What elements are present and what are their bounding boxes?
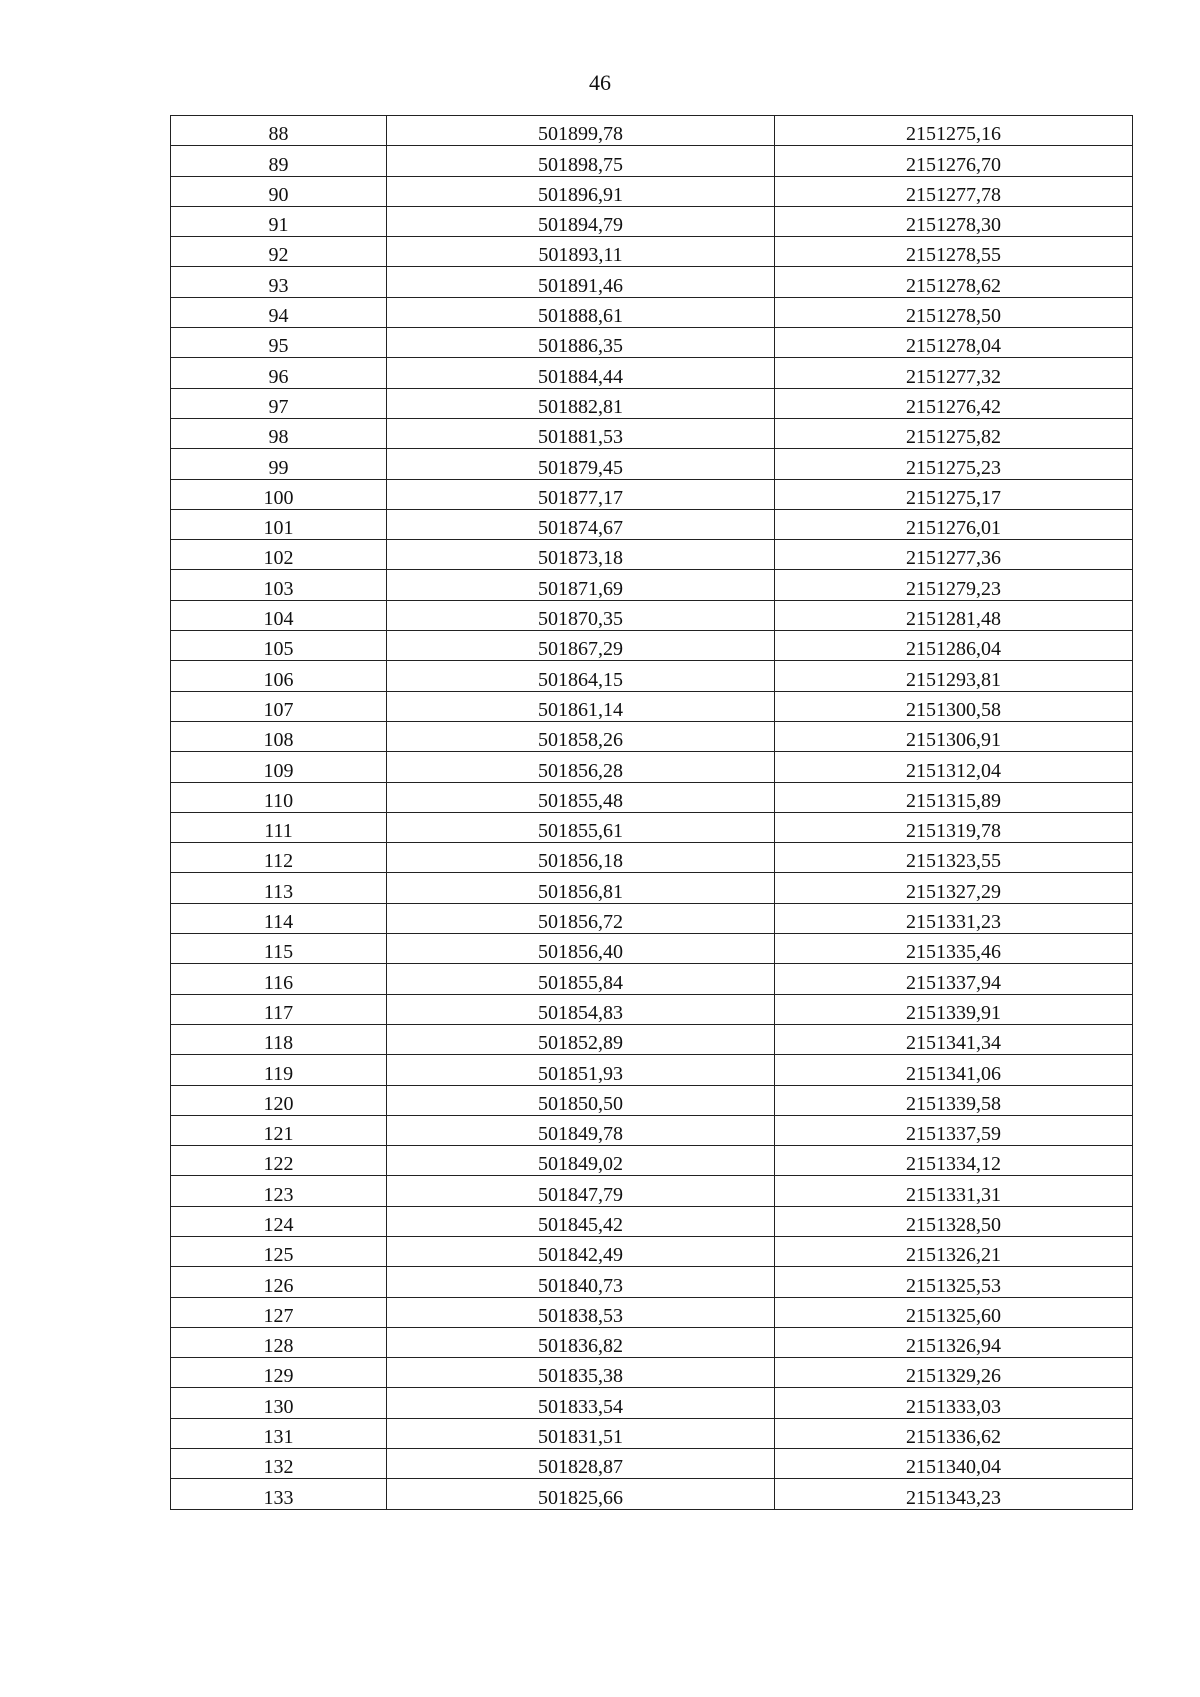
y-coordinate-cell: 2151328,50 <box>775 1206 1133 1236</box>
x-coordinate-cell: 501855,61 <box>387 812 775 842</box>
point-number-cell: 127 <box>171 1297 387 1327</box>
point-number-cell: 93 <box>171 267 387 297</box>
point-number-cell: 112 <box>171 843 387 873</box>
y-coordinate-cell: 2151293,81 <box>775 661 1133 691</box>
y-coordinate-cell: 2151325,60 <box>775 1297 1133 1327</box>
point-number-cell: 114 <box>171 903 387 933</box>
table-row <box>171 964 1133 994</box>
point-number-cell: 113 <box>171 873 387 903</box>
y-coordinate-cell: 2151339,58 <box>775 1085 1133 1115</box>
x-coordinate-cell: 501888,61 <box>387 297 775 327</box>
point-number-cell: 95 <box>171 328 387 358</box>
y-coordinate-cell: 2151329,26 <box>775 1358 1133 1388</box>
table-row <box>171 388 1133 418</box>
y-coordinate-cell: 2151326,21 <box>775 1236 1133 1266</box>
table-row <box>171 631 1133 661</box>
table-row <box>171 1206 1133 1236</box>
y-coordinate-cell: 2151325,53 <box>775 1267 1133 1297</box>
table-row <box>171 843 1133 873</box>
x-coordinate-cell: 501858,26 <box>387 721 775 751</box>
table-row <box>171 1449 1133 1479</box>
point-number-cell: 91 <box>171 206 387 236</box>
y-coordinate-cell: 2151323,55 <box>775 843 1133 873</box>
table-row <box>171 1479 1133 1509</box>
point-number-cell: 129 <box>171 1358 387 1388</box>
x-coordinate-cell: 501845,42 <box>387 1206 775 1236</box>
y-coordinate-cell: 2151275,82 <box>775 418 1133 448</box>
table-row <box>171 237 1133 267</box>
y-coordinate-cell: 2151340,04 <box>775 1449 1133 1479</box>
point-number-cell: 98 <box>171 418 387 448</box>
point-number-cell: 90 <box>171 176 387 206</box>
x-coordinate-cell: 501864,15 <box>387 661 775 691</box>
y-coordinate-cell: 2151335,46 <box>775 934 1133 964</box>
y-coordinate-cell: 2151327,29 <box>775 873 1133 903</box>
x-coordinate-cell: 501849,02 <box>387 1146 775 1176</box>
y-coordinate-cell: 2151300,58 <box>775 691 1133 721</box>
point-number-cell: 128 <box>171 1327 387 1357</box>
x-coordinate-cell: 501855,48 <box>387 782 775 812</box>
y-coordinate-cell: 2151286,04 <box>775 631 1133 661</box>
table-row <box>171 297 1133 327</box>
table-row <box>171 994 1133 1024</box>
table-row <box>171 903 1133 933</box>
table-row <box>171 934 1133 964</box>
x-coordinate-cell: 501894,79 <box>387 206 775 236</box>
table-row <box>171 1418 1133 1448</box>
x-coordinate-cell: 501877,17 <box>387 479 775 509</box>
table-row <box>171 479 1133 509</box>
point-number-cell: 89 <box>171 146 387 176</box>
table-row <box>171 1267 1133 1297</box>
x-coordinate-cell: 501884,44 <box>387 358 775 388</box>
point-number-cell: 94 <box>171 297 387 327</box>
y-coordinate-cell: 2151331,31 <box>775 1176 1133 1206</box>
table-row <box>171 358 1133 388</box>
table-row <box>171 1115 1133 1145</box>
table-row <box>171 1024 1133 1054</box>
point-number-cell: 123 <box>171 1176 387 1206</box>
table-row <box>171 1146 1133 1176</box>
point-number-cell: 132 <box>171 1449 387 1479</box>
y-coordinate-cell: 2151306,91 <box>775 721 1133 751</box>
y-coordinate-cell: 2151276,01 <box>775 509 1133 539</box>
x-coordinate-cell: 501851,93 <box>387 1055 775 1085</box>
y-coordinate-cell: 2151275,17 <box>775 479 1133 509</box>
table-row <box>171 146 1133 176</box>
table-row <box>171 328 1133 358</box>
x-coordinate-cell: 501899,78 <box>387 116 775 146</box>
x-coordinate-cell: 501861,14 <box>387 691 775 721</box>
x-coordinate-cell: 501833,54 <box>387 1388 775 1418</box>
x-coordinate-cell: 501855,84 <box>387 964 775 994</box>
x-coordinate-cell: 501856,28 <box>387 752 775 782</box>
x-coordinate-cell: 501838,53 <box>387 1297 775 1327</box>
table-row <box>171 570 1133 600</box>
y-coordinate-cell: 2151278,62 <box>775 267 1133 297</box>
point-number-cell: 130 <box>171 1388 387 1418</box>
y-coordinate-cell: 2151337,59 <box>775 1115 1133 1145</box>
y-coordinate-cell: 2151281,48 <box>775 600 1133 630</box>
point-number-cell: 108 <box>171 721 387 751</box>
point-number-cell: 109 <box>171 752 387 782</box>
point-number-cell: 131 <box>171 1418 387 1448</box>
x-coordinate-cell: 501856,81 <box>387 873 775 903</box>
x-coordinate-cell: 501835,38 <box>387 1358 775 1388</box>
table-row <box>171 1236 1133 1266</box>
y-coordinate-cell: 2151277,78 <box>775 176 1133 206</box>
point-number-cell: 99 <box>171 449 387 479</box>
y-coordinate-cell: 2151315,89 <box>775 782 1133 812</box>
x-coordinate-cell: 501867,29 <box>387 631 775 661</box>
x-coordinate-cell: 501870,35 <box>387 600 775 630</box>
point-number-cell: 125 <box>171 1236 387 1266</box>
x-coordinate-cell: 501850,50 <box>387 1085 775 1115</box>
table-row <box>171 267 1133 297</box>
x-coordinate-cell: 501856,18 <box>387 843 775 873</box>
x-coordinate-cell: 501836,82 <box>387 1327 775 1357</box>
x-coordinate-cell: 501828,87 <box>387 1449 775 1479</box>
point-number-cell: 107 <box>171 691 387 721</box>
table-row <box>171 449 1133 479</box>
point-number-cell: 126 <box>171 1267 387 1297</box>
point-number-cell: 118 <box>171 1024 387 1054</box>
y-coordinate-cell: 2151278,04 <box>775 328 1133 358</box>
x-coordinate-cell: 501854,83 <box>387 994 775 1024</box>
table-row <box>171 418 1133 448</box>
table-row <box>171 1055 1133 1085</box>
x-coordinate-cell: 501874,67 <box>387 509 775 539</box>
table-row <box>171 1085 1133 1115</box>
y-coordinate-cell: 2151326,94 <box>775 1327 1133 1357</box>
point-number-cell: 133 <box>171 1479 387 1509</box>
table-row <box>171 812 1133 842</box>
point-number-cell: 121 <box>171 1115 387 1145</box>
point-number-cell: 102 <box>171 540 387 570</box>
point-number-cell: 115 <box>171 934 387 964</box>
point-number-cell: 116 <box>171 964 387 994</box>
x-coordinate-cell: 501831,51 <box>387 1418 775 1448</box>
x-coordinate-cell: 501847,79 <box>387 1176 775 1206</box>
x-coordinate-cell: 501871,69 <box>387 570 775 600</box>
point-number-cell: 119 <box>171 1055 387 1085</box>
y-coordinate-cell: 2151341,06 <box>775 1055 1133 1085</box>
x-coordinate-cell: 501886,35 <box>387 328 775 358</box>
table-row <box>171 691 1133 721</box>
y-coordinate-cell: 2151334,12 <box>775 1146 1133 1176</box>
y-coordinate-cell: 2151279,23 <box>775 570 1133 600</box>
y-coordinate-cell: 2151277,36 <box>775 540 1133 570</box>
table-row <box>171 1327 1133 1357</box>
x-coordinate-cell: 501879,45 <box>387 449 775 479</box>
point-number-cell: 110 <box>171 782 387 812</box>
y-coordinate-cell: 2151276,42 <box>775 388 1133 418</box>
table-row <box>171 206 1133 236</box>
table-row <box>171 752 1133 782</box>
point-number-cell: 97 <box>171 388 387 418</box>
point-number-cell: 105 <box>171 631 387 661</box>
y-coordinate-cell: 2151275,16 <box>775 116 1133 146</box>
y-coordinate-cell: 2151339,91 <box>775 994 1133 1024</box>
point-number-cell: 103 <box>171 570 387 600</box>
coordinates-table <box>170 115 1133 1510</box>
table-row <box>171 509 1133 539</box>
x-coordinate-cell: 501893,11 <box>387 237 775 267</box>
y-coordinate-cell: 2151312,04 <box>775 752 1133 782</box>
y-coordinate-cell: 2151341,34 <box>775 1024 1133 1054</box>
table-row <box>171 1297 1133 1327</box>
table-row <box>171 1388 1133 1418</box>
x-coordinate-cell: 501873,18 <box>387 540 775 570</box>
x-coordinate-cell: 501840,73 <box>387 1267 775 1297</box>
x-coordinate-cell: 501849,78 <box>387 1115 775 1145</box>
point-number-cell: 92 <box>171 237 387 267</box>
y-coordinate-cell: 2151278,50 <box>775 297 1133 327</box>
y-coordinate-cell: 2151343,23 <box>775 1479 1133 1509</box>
x-coordinate-cell: 501856,40 <box>387 934 775 964</box>
point-number-cell: 111 <box>171 812 387 842</box>
point-number-cell: 104 <box>171 600 387 630</box>
point-number-cell: 117 <box>171 994 387 1024</box>
x-coordinate-cell: 501891,46 <box>387 267 775 297</box>
point-number-cell: 101 <box>171 509 387 539</box>
x-coordinate-cell: 501856,72 <box>387 903 775 933</box>
y-coordinate-cell: 2151336,62 <box>775 1418 1133 1448</box>
table-row <box>171 721 1133 751</box>
table-row <box>171 661 1133 691</box>
table-row <box>171 1176 1133 1206</box>
x-coordinate-cell: 501882,81 <box>387 388 775 418</box>
y-coordinate-cell: 2151331,23 <box>775 903 1133 933</box>
x-coordinate-cell: 501852,89 <box>387 1024 775 1054</box>
point-number-cell: 88 <box>171 116 387 146</box>
y-coordinate-cell: 2151278,55 <box>775 237 1133 267</box>
table-row <box>171 1358 1133 1388</box>
x-coordinate-cell: 501825,66 <box>387 1479 775 1509</box>
table-row <box>171 176 1133 206</box>
x-coordinate-cell: 501898,75 <box>387 146 775 176</box>
y-coordinate-cell: 2151276,70 <box>775 146 1133 176</box>
y-coordinate-cell: 2151278,30 <box>775 206 1133 236</box>
point-number-cell: 106 <box>171 661 387 691</box>
table-row <box>171 600 1133 630</box>
point-number-cell: 122 <box>171 1146 387 1176</box>
point-number-cell: 120 <box>171 1085 387 1115</box>
y-coordinate-cell: 2151333,03 <box>775 1388 1133 1418</box>
coordinates-table-body <box>171 116 1133 1510</box>
table-row <box>171 116 1133 146</box>
y-coordinate-cell: 2151319,78 <box>775 812 1133 842</box>
table-row <box>171 782 1133 812</box>
y-coordinate-cell: 2151337,94 <box>775 964 1133 994</box>
point-number-cell: 124 <box>171 1206 387 1236</box>
x-coordinate-cell: 501842,49 <box>387 1236 775 1266</box>
x-coordinate-cell: 501881,53 <box>387 418 775 448</box>
point-number-cell: 96 <box>171 358 387 388</box>
y-coordinate-cell: 2151275,23 <box>775 449 1133 479</box>
y-coordinate-cell: 2151277,32 <box>775 358 1133 388</box>
table-row <box>171 540 1133 570</box>
point-number-cell: 100 <box>171 479 387 509</box>
table-row <box>171 873 1133 903</box>
x-coordinate-cell: 501896,91 <box>387 176 775 206</box>
page-number: 46 <box>589 70 611 95</box>
